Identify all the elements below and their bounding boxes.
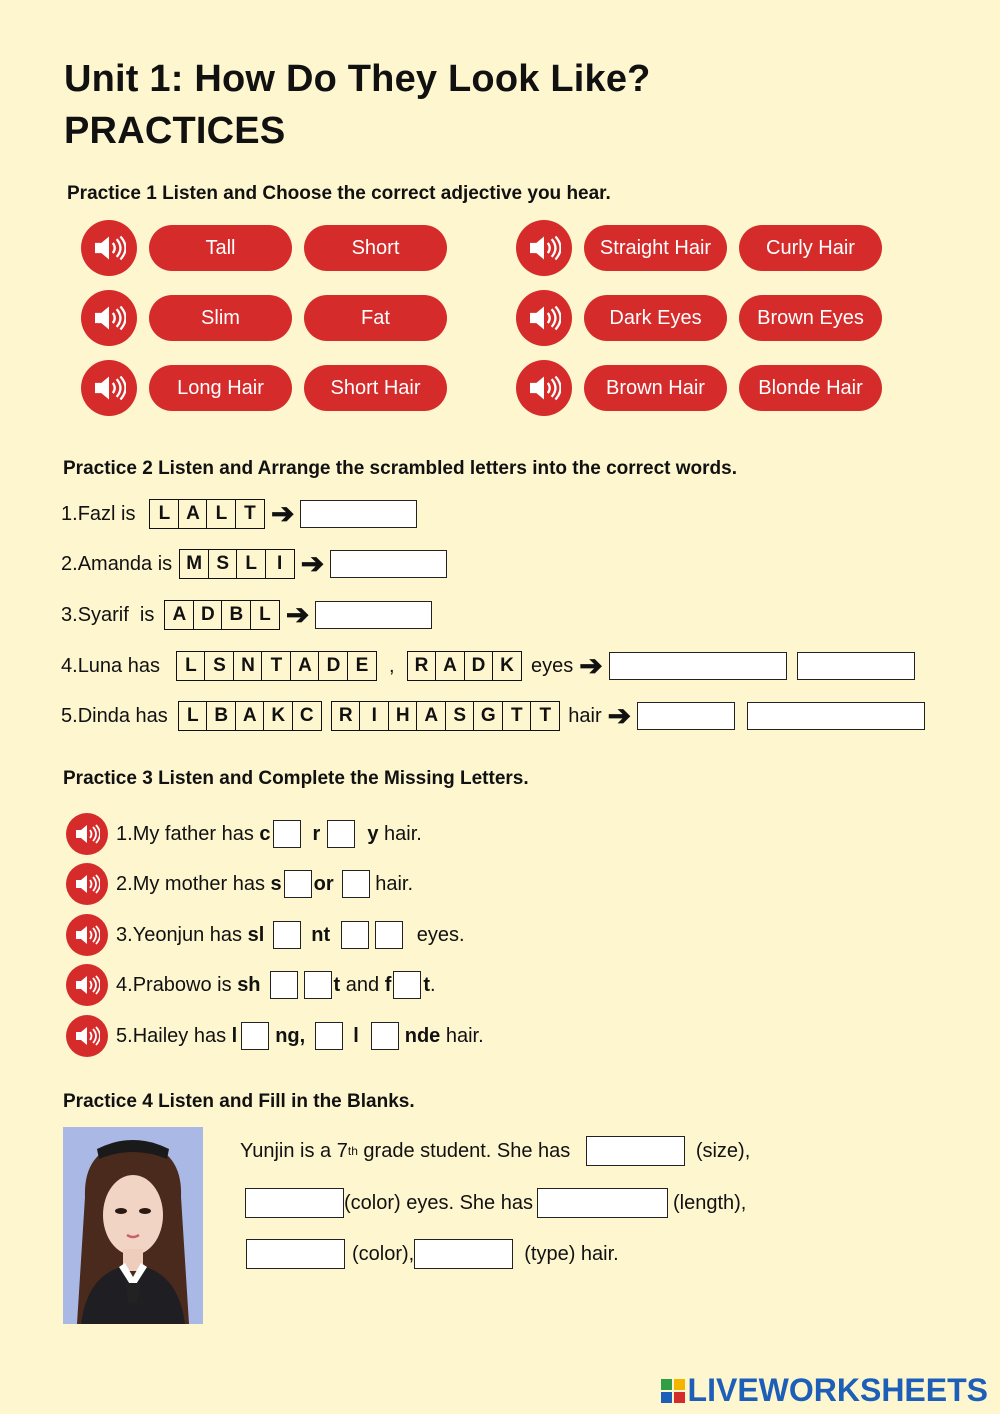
letter-tile: L — [206, 499, 236, 529]
item-number: 2. — [61, 552, 78, 575]
speaker-icon — [74, 873, 100, 895]
item-number: 1. — [116, 822, 133, 845]
length-input[interactable] — [537, 1188, 668, 1218]
item-end: eyes. — [411, 923, 465, 946]
letter-tile: B — [206, 701, 236, 731]
item-end: . — [430, 973, 436, 996]
practice2-item-3 — [61, 600, 432, 630]
scrambled-tiles — [149, 499, 265, 529]
item-text: Syarif is — [77, 603, 155, 626]
speaker-button[interactable] — [81, 220, 137, 276]
speaker-icon — [527, 374, 561, 402]
letter-tile: S — [445, 701, 475, 731]
item-number: 5. — [116, 1024, 133, 1047]
letter-input[interactable] — [342, 870, 370, 898]
letter-tile: A — [290, 651, 320, 681]
letter-tile: L — [149, 499, 179, 529]
speaker-icon — [74, 823, 100, 845]
fill-line-1 — [240, 1136, 750, 1166]
scrambled-tiles — [164, 600, 280, 630]
choice-button[interactable]: Brown Eyes — [739, 295, 882, 341]
letter-input[interactable] — [327, 820, 355, 848]
sentence-part: Yunjin is a 7 — [240, 1139, 348, 1162]
speaker-icon — [92, 304, 126, 332]
letter-tile: L — [236, 549, 266, 579]
letter-tile: K — [263, 701, 293, 731]
hint-color-eyes: (color) eyes. She has — [344, 1191, 533, 1214]
letter-hint: t — [333, 973, 341, 996]
letter-tile: A — [416, 701, 446, 731]
hint-color-hair: (color), — [352, 1242, 415, 1265]
letter-tile: E — [347, 651, 377, 681]
practice3-item-3 — [66, 914, 465, 956]
item-suffix: eyes — [531, 654, 574, 677]
answer-input[interactable] — [747, 702, 925, 730]
letter-tile: M — [179, 549, 209, 579]
letter-tile: S — [208, 549, 238, 579]
letter-hint: s — [270, 872, 282, 895]
page-title: Unit 1: How Do They Look Like? — [64, 58, 651, 100]
letter-hint: sl — [247, 923, 265, 946]
speaker-button[interactable] — [516, 360, 572, 416]
speaker-button[interactable] — [81, 360, 137, 416]
choice-button[interactable]: Blonde Hair — [739, 365, 882, 411]
eye-color-input[interactable] — [245, 1188, 344, 1218]
item-number: 1. — [61, 502, 78, 525]
letter-tile: T — [235, 499, 265, 529]
speaker-icon — [74, 974, 100, 996]
letter-hint: l — [353, 1024, 359, 1047]
answer-input[interactable] — [300, 500, 417, 528]
speaker-icon — [527, 304, 561, 332]
speaker-icon — [74, 924, 100, 946]
letter-tile: T — [530, 701, 560, 731]
speaker-icon — [92, 234, 126, 262]
letter-tile: L — [250, 600, 280, 630]
item-text: My mother has — [132, 872, 271, 895]
letter-hint: y — [367, 822, 379, 845]
item-number: 4. — [116, 973, 133, 996]
letter-input[interactable] — [341, 921, 369, 949]
practice2-item-2 — [61, 549, 447, 579]
practice4-heading: Practice 4 Listen and Fill in the Blanks. — [63, 1091, 415, 1112]
arrow-right-icon: ➔ — [270, 498, 295, 529]
letter-tile: B — [221, 600, 251, 630]
scrambled-tiles — [178, 701, 322, 731]
practice3-item-5 — [66, 1015, 484, 1057]
letter-hint: l — [231, 1024, 238, 1047]
hint-size: (size), — [695, 1139, 751, 1162]
letter-input[interactable] — [270, 971, 298, 999]
practice3-item-4 — [66, 964, 436, 1006]
letter-tile: K — [492, 651, 522, 681]
item-text: Prabowo is — [132, 973, 238, 996]
practice2-item-5 — [61, 701, 925, 731]
practice3-heading: Practice 3 Listen and Complete the Missing Letters. — [63, 768, 529, 789]
hair-type-input[interactable] — [414, 1239, 513, 1269]
choice-button[interactable]: Slim — [149, 295, 292, 341]
speaker-icon — [527, 234, 561, 262]
practice3-item-1 — [66, 813, 422, 855]
speaker-button[interactable] — [81, 290, 137, 346]
letter-tile: G — [473, 701, 503, 731]
letter-hint: t — [423, 973, 431, 996]
practice2-item-1 — [61, 499, 417, 529]
letter-input[interactable] — [273, 820, 301, 848]
item-text: Hailey has — [132, 1024, 232, 1047]
choice-button[interactable]: Curly Hair — [739, 225, 882, 271]
letter-tile: A — [164, 600, 194, 630]
item-text: My father has — [132, 822, 260, 845]
hair-color-input[interactable] — [246, 1239, 345, 1269]
letter-tile: D — [464, 651, 494, 681]
letter-tile: D — [318, 651, 348, 681]
letter-tile: L — [176, 651, 206, 681]
choice-button[interactable]: Straight Hair — [584, 225, 727, 271]
choice-button[interactable]: Short — [304, 225, 447, 271]
arrow-right-icon: ➔ — [607, 700, 632, 731]
answer-input[interactable] — [609, 652, 787, 680]
letter-input[interactable] — [241, 1022, 269, 1050]
letter-tile: I — [265, 549, 295, 579]
letter-tile: S — [204, 651, 234, 681]
item-text: Dinda has — [77, 704, 168, 727]
item-text: Yeonjun has — [132, 923, 248, 946]
practice2-heading: Practice 2 Listen and Arrange the scrambled letters into the correct words. — [63, 458, 737, 479]
choice-button[interactable]: Long Hair — [149, 365, 292, 411]
scrambled-tiles — [176, 651, 377, 681]
scrambled-tiles — [179, 549, 295, 579]
item-number: 3. — [61, 603, 78, 626]
choice-button[interactable]: Short Hair — [304, 365, 447, 411]
speaker-icon — [92, 374, 126, 402]
letter-hint: c — [259, 822, 271, 845]
item-end: hair. — [369, 872, 413, 895]
item-suffix: hair — [568, 704, 602, 727]
choice-button[interactable]: Tall — [149, 225, 292, 271]
letter-hint: ng, — [275, 1024, 306, 1047]
item-number: 3. — [116, 923, 133, 946]
page-subtitle: PRACTICES — [64, 110, 286, 152]
letter-hint: sh — [237, 973, 261, 996]
letter-hint: f — [384, 973, 392, 996]
scrambled-tiles — [407, 651, 523, 681]
letter-tile: H — [388, 701, 418, 731]
letter-tile: A — [178, 499, 208, 529]
practice2-item-4 — [61, 651, 915, 681]
scrambled-tiles — [331, 701, 561, 731]
letter-input[interactable] — [304, 971, 332, 999]
letter-hint: nt — [311, 923, 331, 946]
fill-line-3 — [246, 1239, 619, 1269]
letter-tile: T — [261, 651, 291, 681]
answer-input[interactable] — [797, 652, 915, 680]
letter-tile: A — [435, 651, 465, 681]
sentence-part: grade student. She has — [357, 1139, 576, 1162]
size-input[interactable] — [586, 1136, 685, 1166]
letter-hint: nde — [404, 1024, 441, 1047]
letter-input[interactable] — [273, 921, 301, 949]
letter-hint: or — [313, 872, 334, 895]
letter-input[interactable] — [375, 921, 403, 949]
arrow-right-icon: ➔ — [285, 599, 310, 630]
speaker-button[interactable] — [66, 863, 108, 905]
speaker-button[interactable] — [66, 813, 108, 855]
letter-tile: R — [331, 701, 361, 731]
arrow-right-icon: ➔ — [300, 548, 325, 579]
fill-line-2 — [245, 1188, 746, 1218]
choice-button[interactable]: Brown Hair — [584, 365, 727, 411]
speaker-button[interactable] — [516, 220, 572, 276]
item-end: hair. — [378, 822, 422, 845]
practice3-item-2 — [66, 863, 413, 905]
speaker-button[interactable] — [516, 290, 572, 346]
liveworksheets-logo — [660, 1372, 988, 1409]
letter-input[interactable] — [315, 1022, 343, 1050]
letter-input[interactable] — [371, 1022, 399, 1050]
letter-tile: R — [407, 651, 437, 681]
letter-tile: D — [193, 600, 223, 630]
speaker-icon — [74, 1025, 100, 1047]
item-text: Fazl is — [77, 502, 136, 525]
answer-input[interactable] — [330, 550, 447, 578]
arrow-right-icon: ➔ — [579, 650, 603, 681]
student-photo — [63, 1127, 203, 1324]
letter-tile: C — [292, 701, 322, 731]
practice1-heading: Practice 1 Listen and Choose the correct adjective you hear. — [67, 183, 611, 204]
item-end: hair. — [440, 1024, 484, 1047]
item-number: 2. — [116, 872, 133, 895]
brand-name: LIVEWORKSHEETS — [687, 1372, 988, 1408]
letter-input[interactable] — [393, 971, 421, 999]
choice-button[interactable]: Dark Eyes — [584, 295, 727, 341]
hint-type: (type) hair. — [524, 1242, 619, 1265]
item-mid: and — [340, 973, 385, 996]
letter-tile: N — [233, 651, 263, 681]
ordinal-suffix: th — [347, 1144, 358, 1158]
speaker-button[interactable] — [66, 964, 108, 1006]
answer-input[interactable] — [315, 601, 432, 629]
answer-input[interactable] — [637, 702, 735, 730]
item-text: Luna has — [77, 654, 160, 677]
logo-icon — [660, 1378, 686, 1404]
letter-tile: I — [359, 701, 389, 731]
speaker-button[interactable] — [66, 914, 108, 956]
choice-button[interactable]: Fat — [304, 295, 447, 341]
hint-length: (length), — [672, 1191, 747, 1214]
separator: , — [388, 654, 395, 677]
letter-tile: T — [502, 701, 532, 731]
item-number: 5. — [61, 704, 78, 727]
letter-input[interactable] — [284, 870, 312, 898]
item-number: 4. — [61, 654, 78, 677]
item-text: Amanda is — [77, 552, 173, 575]
letter-tile: L — [178, 701, 208, 731]
letter-tile: A — [235, 701, 265, 731]
speaker-button[interactable] — [66, 1015, 108, 1057]
letter-hint: r — [312, 822, 321, 845]
